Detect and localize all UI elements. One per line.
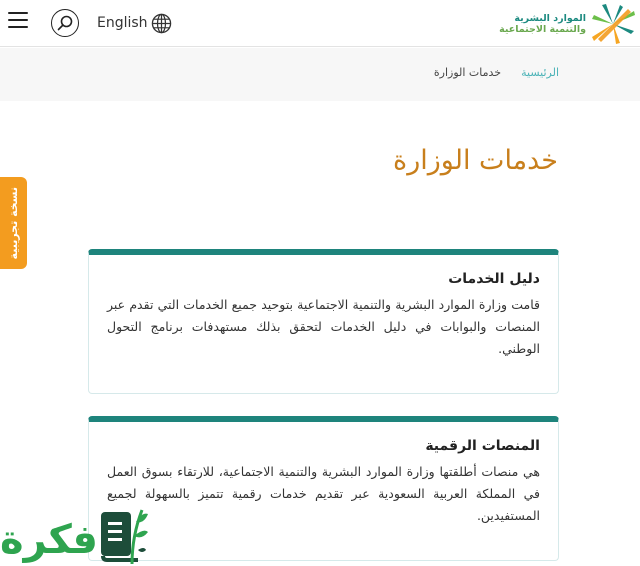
page-title: خدمات الوزارة xyxy=(393,145,558,176)
search-icon xyxy=(56,14,74,32)
card-title: دليل الخدمات xyxy=(448,271,540,287)
menu-button[interactable] xyxy=(8,12,28,30)
card-description: هي منصات أطلقتها وزارة الموارد البشرية والتنمية الاجتماعية، للارتقاء بسوق العمل في المملكة العربية السعودية عبر تقديم خدمات رقمية تتميز بالسهولة لجميع المستفيدين. xyxy=(107,464,540,523)
language-label: English xyxy=(97,15,148,31)
search-button[interactable] xyxy=(51,9,79,37)
ministry-logo[interactable] xyxy=(499,2,636,46)
book-plant-icon xyxy=(98,506,150,566)
breadcrumb-home-link[interactable]: الرئيسية xyxy=(521,66,559,79)
breadcrumb-current: خدمات الوزارة xyxy=(433,66,502,79)
trial-version-tab[interactable] xyxy=(0,177,27,269)
hamburger-menu-icon xyxy=(8,12,28,14)
breadcrumb xyxy=(434,66,559,79)
card-title: المنصات الرقمية xyxy=(425,438,540,454)
service-card-digital-platforms[interactable] xyxy=(88,416,559,561)
globe-icon xyxy=(151,13,172,34)
top-header xyxy=(0,0,640,47)
ministry-star-logo-icon xyxy=(590,3,636,45)
trial-version-label: نسخة تجريبية xyxy=(7,186,20,260)
service-card-services-guide[interactable] xyxy=(88,249,559,394)
card-description: قامت وزارة الموارد البشرية والتنمية الاجتماعية بتوحيد جميع الخدمات التي تقدم عبر المنصات والبوابات في دليل الخدمات لتحقق بذلك مستهدفات برنامج التحول الوطني. xyxy=(107,297,540,356)
breadcrumb-bar xyxy=(0,48,640,101)
watermark-text: فكرة xyxy=(0,517,98,563)
language-toggle[interactable] xyxy=(97,12,172,34)
watermark-logo xyxy=(0,504,155,566)
logo-line-1: الموارد البشرية xyxy=(514,13,586,24)
logo-line-2: والتنمية الاجتماعية xyxy=(499,24,586,35)
